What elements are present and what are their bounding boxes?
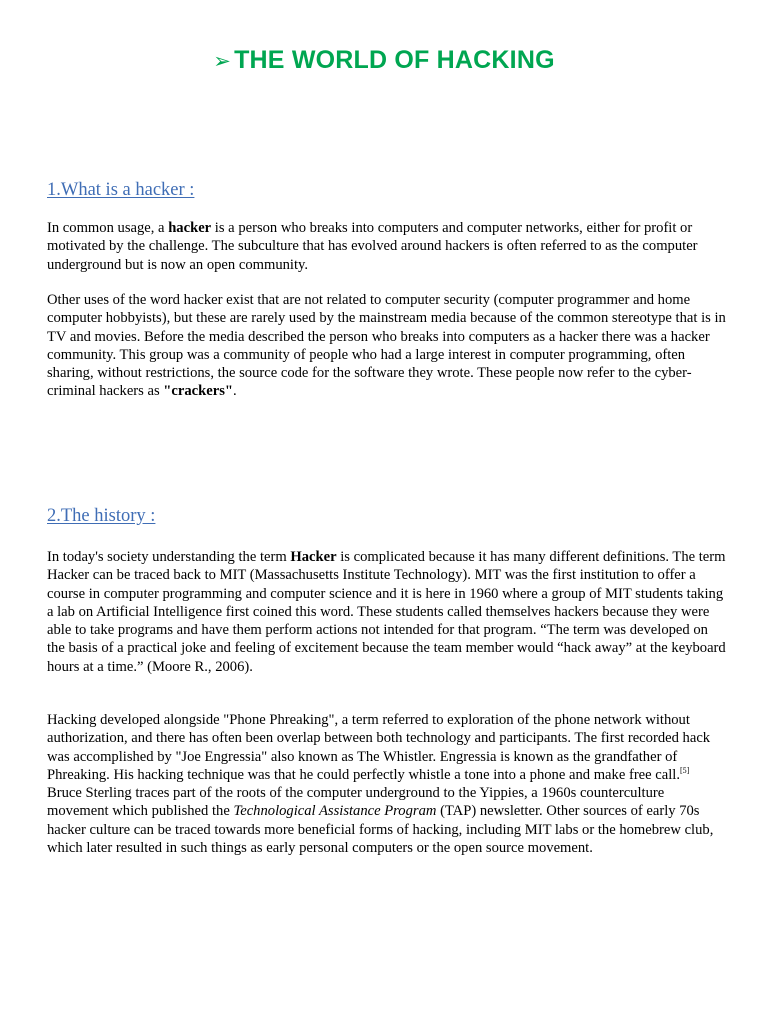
section-heading-history: 2.The history : bbox=[47, 506, 156, 526]
text-run: Hacking developed alongside "Phone Phreaking", a term referred to exploration of the phone network without authorization, and there has often been overlap between both technology and participants. The first recorded hack was accomplished by "Joe Engressia" also known as The Whistler. Engressia is known as the grandfather of Phreaking. His hacking technique was that he could perfectly whistle a tone into a phone and make free call. bbox=[47, 712, 711, 783]
text-run: . bbox=[232, 383, 237, 400]
paragraph-other-uses bbox=[47, 291, 727, 401]
paragraph-phone-phreaking bbox=[47, 711, 727, 857]
text-run: In common usage, a bbox=[47, 220, 169, 236]
text-run: (TAP) newsletter. Other sources of early 70s hacker culture can be traced towards more beneficial forms of hacking, including MIT labs or the homebrew club, which later resulted in such things as early personal computers or the open source movement. bbox=[47, 803, 714, 857]
bold-term: Hacker bbox=[290, 549, 337, 565]
section-heading-what-is-a-hacker: 1.What is a hacker : bbox=[47, 180, 195, 200]
text-run: is complicated because it has many different definitions. The term Hacker can be traced back to MIT (Massachusetts Institute Technology). MIT was the first institution to offer a course in computer programming and computer science and it is here in 1960 where a group of MIT students taking a lab on Artificial Intelligence first coined this word. These students called themselves hackers because they were able to take programs and have them perform actions not intended for that program. “The term was developed on the basis of a practical joke and feeling of excitement because the team member would “hack away” at the keyboard hours at a time.” (Moore R., 2006). bbox=[47, 549, 726, 675]
bold-term: hacker bbox=[168, 220, 212, 236]
text-run: Bruce Sterling traces part of the roots of the computer underground to the Yippies, a 1960s counterculture movement which published the bbox=[47, 785, 665, 820]
text-run: Other uses of the word hacker exist that are not related to computer security (computer programmer and home computer hobbyists), but these are rarely used by the mainstream media because of the common stereotype that is in TV and movies. Before the media described the person who breaks into computers as a hacker there was a hacker community. This group was a community of people who had a large interest in computer programming, often sharing, without restrictions, the source code for the software they wrote. These people now refer to the cyber-criminal hackers as bbox=[47, 292, 726, 400]
arrow-right-icon: ➢ bbox=[213, 50, 232, 73]
paragraph-history-definition bbox=[47, 548, 727, 676]
italic-title: Technological Assistance Program bbox=[233, 803, 437, 820]
paragraph-hacker-definition bbox=[47, 219, 727, 274]
bold-term: "crackers" bbox=[163, 383, 233, 400]
citation-superscript: [5] bbox=[680, 766, 690, 776]
page-title-text: THE WORLD OF HACKING bbox=[234, 46, 555, 74]
text-run: In today's society understanding the term bbox=[47, 549, 291, 565]
text-run: is a person who breaks into computers and computer networks, either for profit or motivated by the challenge. The subculture that has evolved around hackers is often referred to as the computer underground but is now an open community. bbox=[47, 220, 698, 273]
page-title bbox=[0, 46, 768, 75]
